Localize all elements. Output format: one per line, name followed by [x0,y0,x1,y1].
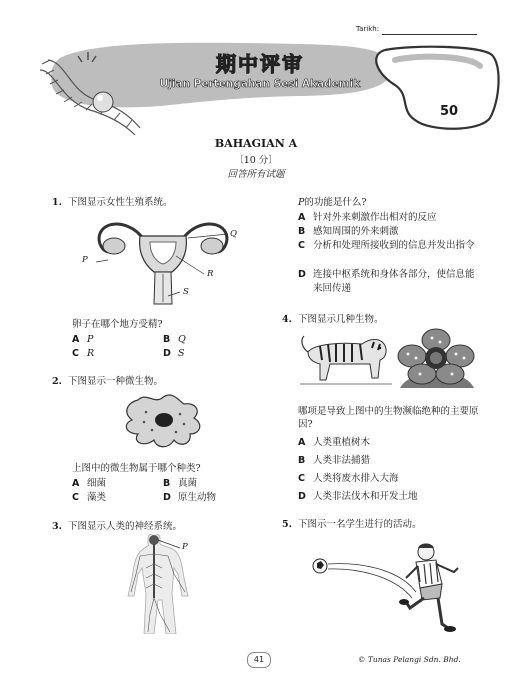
label-r: R [207,269,214,279]
exam-title-chinese: 期中评审 [216,52,304,76]
option-d[interactable]: D S [163,348,185,359]
tiger-image [300,330,392,392]
rafflesia-image [396,328,476,392]
question-number: 1. [52,197,62,208]
question-1-prompt: 卵子在哪个地方受精? [72,319,163,330]
option-a[interactable]: A 细菌 [72,478,107,489]
date-line [382,34,477,35]
date-label: Tarikh: [356,25,380,33]
question-3-prompt: P的功能是什么? [298,197,367,208]
question-4-prompt: 哪项是导致上图中的生物濒临绝种的主要原因? [298,406,479,430]
question-1 [52,196,173,209]
option-b[interactable]: B 人类非法捕猎 [298,455,371,466]
label-p: P [182,542,188,552]
ball-icon [93,92,113,112]
section-instruction: 回答所有试题 [227,169,285,180]
option-c[interactable]: C R [72,348,95,359]
option-c[interactable]: C 人类将废水排入大海 [298,473,399,484]
option-b[interactable]: B 真菌 [163,478,198,489]
option-a[interactable]: A P [72,334,94,345]
option-a[interactable]: A 人类重植树木 [298,437,371,448]
amoeba-diagram [118,390,208,452]
label-s: S [183,287,189,297]
question-2-prompt: 上图中的微生物属于哪个种类? [72,463,201,474]
copyright: © Tunas Pelangi Sdn. Bhd. [358,655,461,664]
option-d[interactable]: D 原生动物 [163,492,217,503]
label-q: Q [230,229,237,239]
option-d[interactable]: D 人类非法伐木和开发土地 [298,491,418,502]
question-text: 下图显示女性生殖系统。 [68,197,173,208]
page-number: 41 [247,652,271,668]
total-score: 50 [440,104,459,119]
option-a[interactable]: A 针对外来刺激作出相对的反应 [298,212,437,223]
option-b[interactable]: B 感知周围的外来刺激 [298,226,399,237]
question-4: 4. 下图显示几种生物。 [282,314,384,325]
option-b[interactable]: B Q [163,334,186,345]
exam-title-malay: Ujian Pertengahan Sesi Akademik [159,78,361,90]
female-reproductive-system-diagram [92,212,252,312]
section-marks: 〔10 分〕 [234,155,278,166]
question-2: 2. 下图显示一种微生物。 [52,376,164,387]
section-title: BAHAGIAN A [214,137,298,150]
option-c[interactable]: C 分析和处理所接收到的信息并发出指令 [298,240,475,251]
question-5: 5. 下图示一名学生进行的活动。 [282,519,422,530]
student-kicking-ball-image [308,536,468,636]
option-c[interactable]: C 藻类 [72,492,107,503]
label-p: P [82,255,88,265]
option-d[interactable]: D 连接中枢系统和身体各部分，使信息能来回传递 [298,269,475,294]
question-3: 3. 下图显示人类的神经系统。 [52,521,183,532]
